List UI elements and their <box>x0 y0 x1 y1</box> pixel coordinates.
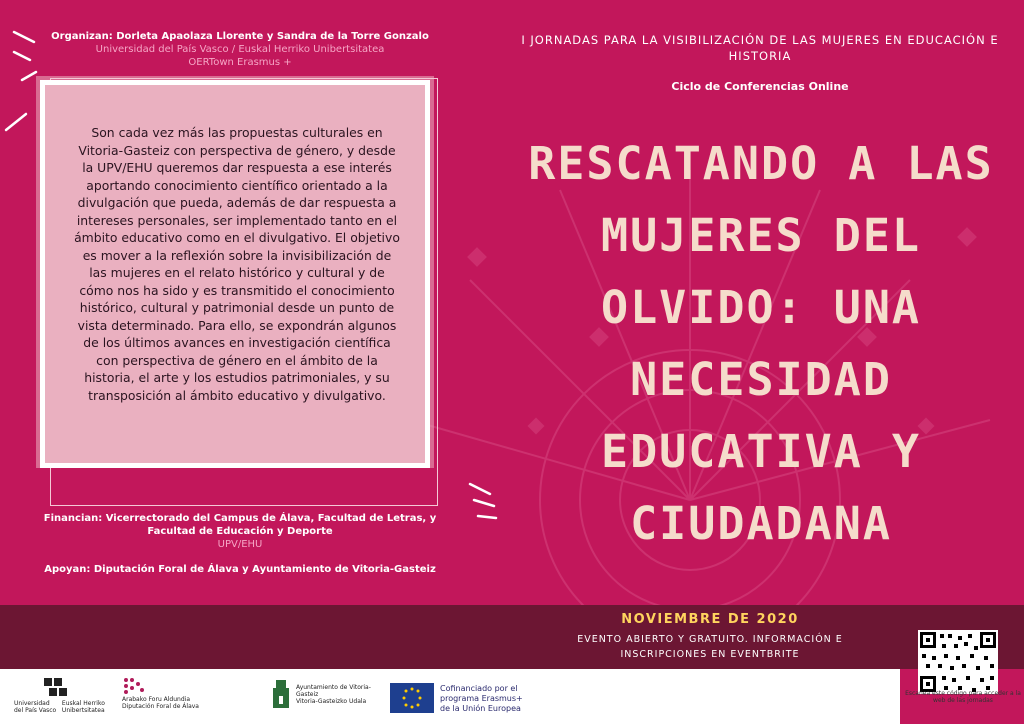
eu-logo-text-2: programa Erasmus+ <box>440 694 523 703</box>
organizers-project: OERTown Erasmus + <box>188 57 292 68</box>
qr-code-icon <box>918 630 998 694</box>
vitoria-logo-text-2: Vitoria-Gasteizko Udala <box>296 698 367 705</box>
vitoria-castle-icon <box>270 676 292 712</box>
description-text: Son cada vez más las propuestas culturales en Vitoria-Gasteiz con perspectiva de género, y desde la UPV/EHU queremos dar respuesta a ese interés aportando conocimiento científico orientado a la divulgación que pueda, además de dar respuesta a intereses personales, ser implementado tanto en el ámbito educativo como en el divulgativo. El objetivo es mover a la reflexión sobre la invisibilización de las mujeres en el relato histórico y cultural y de cómo nos ha sido y es transmitido el conocimiento histórico, cultural y patrimonial desde un punto de vista determinado. Para ello, se expondrán algunos de los últimos avances en investigación científica con perspectiva de género en el ámbito de la historia, el arte y los estudios patrimoniales, y su transposición al ámbito educativo y divulgativo. <box>74 125 400 403</box>
upv-logo-text: Universidad del País Vasco <box>14 700 57 714</box>
upv-ehu-logo <box>14 676 114 714</box>
eu-flag-icon <box>390 683 434 713</box>
vitoria-logo-text-1: Ayuntamiento de Vitoria-Gasteiz <box>296 684 371 698</box>
eu-logo-text <box>440 684 523 714</box>
qr-caption: Escanea este código para acceder a la web de las jornadas <box>905 690 1021 704</box>
funding-line: Financian: Vicerrectorado del Campus de Álava, Facultad de Letras, y Facultad de Educación y Deporte <box>43 513 437 537</box>
event-date: NOVIEMBRE DE 2020 <box>621 612 799 627</box>
event-subtitle: Ciclo de Conferencias Online <box>671 80 849 93</box>
organizers-block <box>40 30 440 69</box>
upv-ehu-emblem-icon <box>42 676 72 698</box>
eu-logo-text-1: Cofinanciado por el <box>440 684 518 693</box>
eu-logo-text-3: de la Unión Europea <box>440 704 521 713</box>
organizers-university: Universidad del País Vasco / Euskal Herriko Unibertsitatea <box>95 44 385 55</box>
ehu-logo-text: Euskal Herriko Unibertsitatea <box>61 700 105 714</box>
araba-dots-icon <box>122 676 146 696</box>
araba-logo-text-1: Arabako Foru Aldundia <box>122 696 190 703</box>
support-line: Apoyan: Diputación Foral de Álava y Ayuntamiento de Vitoria-Gasteiz <box>44 564 436 575</box>
event-series: I JORNADAS PARA LA VISIBILIZACIÓN DE LAS MUJERES EN EDUCACIÓN E HISTORIA <box>521 33 999 63</box>
vitoria-logo <box>270 676 380 705</box>
araba-logo <box>122 676 242 710</box>
event-title: RESCATANDO A LAS MUJERES DEL OLVIDO: UNA NECESIDAD EDUCATIVA Y CIUDADANA <box>528 137 994 550</box>
organizers-line: Organizan: Dorleta Apaolaza Llorente y Sandra de la Torre Gonzalo <box>51 31 429 42</box>
araba-logo-text-2: Diputación Foral de Álava <box>122 703 199 710</box>
funding-block <box>40 512 440 576</box>
footer-band <box>0 605 1024 669</box>
funding-sub: UPV/EHU <box>217 539 263 550</box>
event-info: EVENTO ABIERTO Y GRATUITO. INFORMACIÓN E INSCRIPCIONES EN EVENTBRITE <box>577 634 843 660</box>
qr-code[interactable] <box>918 630 998 694</box>
